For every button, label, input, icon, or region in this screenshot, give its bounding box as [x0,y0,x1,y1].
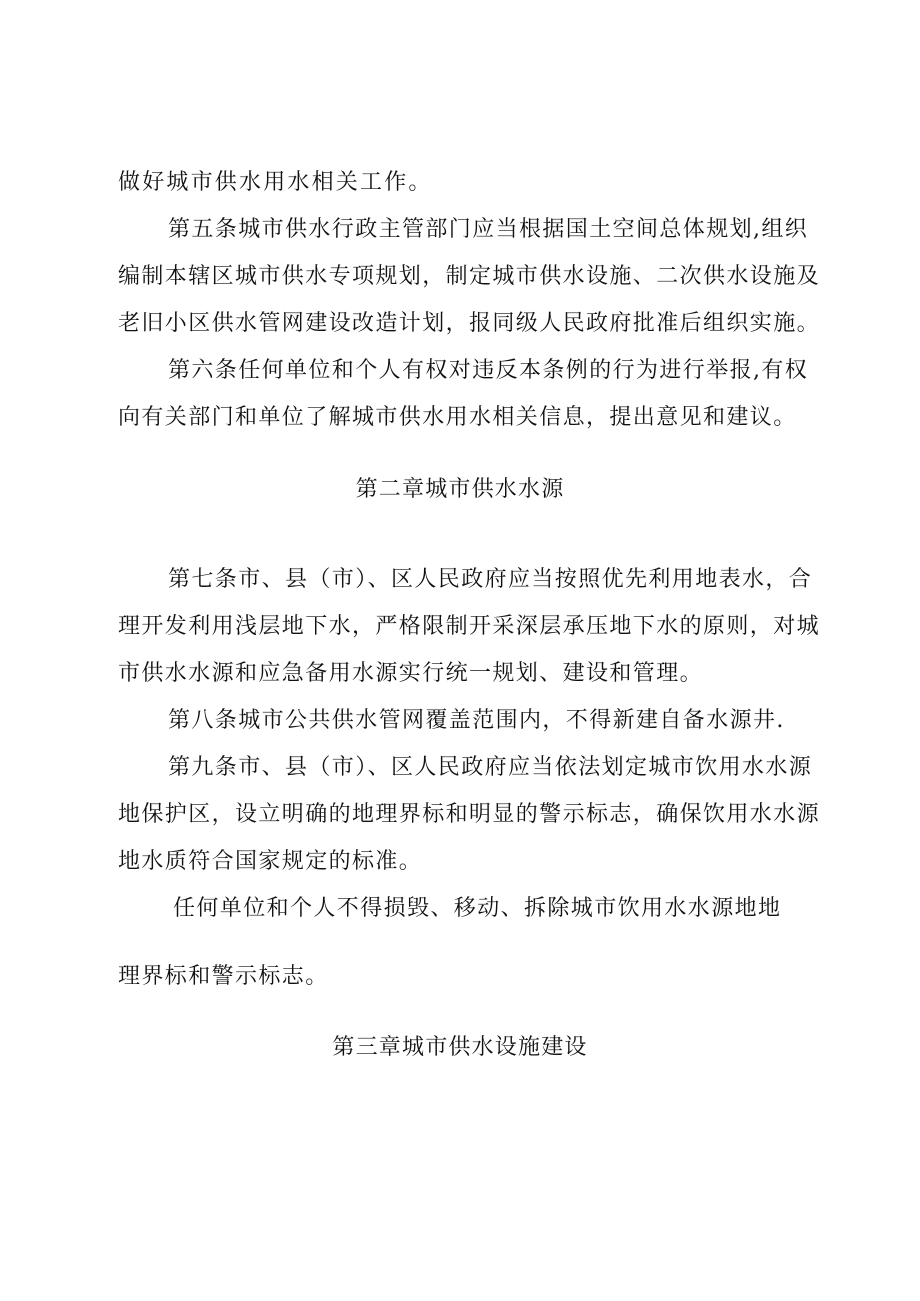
text-line: 向有关部门和单位了解城市供水用水相关信息，提出意见和建议。 [118,405,797,430]
text-line: 市供水水源和应急备用水源实行统一规划、建设和管理。 [118,661,704,686]
text-line: 第五条城市供水行政主管部门应当根据国土空间总体规划,组织 [168,217,809,242]
chapter-heading: 第二章城市供水水源 [355,477,565,502]
text-line: 第九条市、县（市）、区人民政府应当依法划定城市饮用水水源 [168,755,813,780]
text-line: 任何单位和个人不得损毁、移动、拆除城市饮用水水源地地 [173,896,782,921]
text-line: 地水质符合国家规定的标准。 [118,849,423,874]
text-line: 编制本辖区城市供水专项规划，制定城市供水设施、二次供水设施及 [118,264,821,289]
text-line: 理开发利用浅层地下水，严格限制开采深层承压地下水的原则，对城 [118,614,821,639]
text-line: 做好城市供水用水相关工作。 [118,170,433,195]
text-line: 地保护区，设立明确的地理界标和明显的警示标志，确保饮用水水源 [118,802,821,827]
text-line: 第八条城市公共供水管网覆盖范围内，不得新建自备水源井. [168,708,785,733]
text-line: 第七条市、县（市）、区人民政府应当按照优先利用地表水，合 [168,567,813,592]
text-line: 理界标和警示标志。 [118,964,329,989]
text-line: 老旧小区供水管网建设改造计划，报同级人民政府批准后组织实施。 [118,311,821,336]
text-line: 第六条任何单位和个人有权对违反本条例的行为进行举报,有权 [168,358,809,383]
chapter-heading: 第三章城市供水设施建设 [332,1035,588,1060]
